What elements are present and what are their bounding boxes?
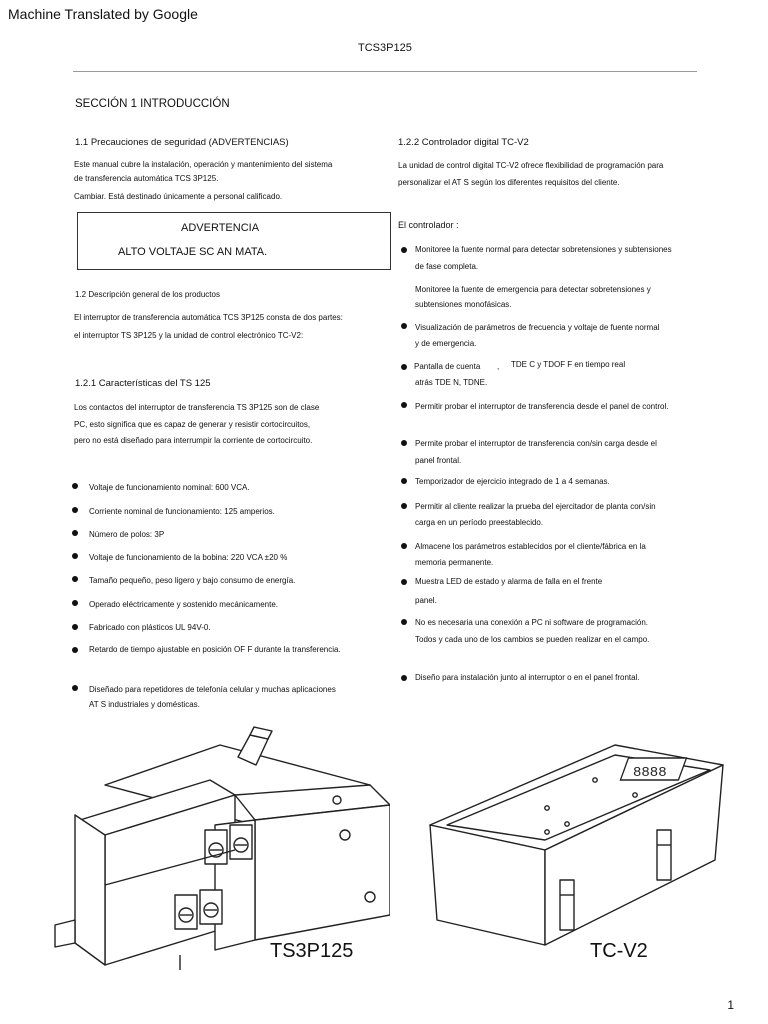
controller-item: Muestra LED de estado y alarma de falla en el frente: [415, 577, 603, 586]
bullet-dot: [401, 440, 407, 446]
heading-1-2-2: 1.2.2 Controlador digital TC-V2: [398, 137, 529, 148]
feature-item: Fabricado con plásticos UL 94V-0.: [89, 623, 211, 632]
controller-item: TDE C y TDOF F en tiempo real: [511, 360, 626, 369]
bullet-dot: [401, 675, 407, 681]
feature-item: Voltaje de funcionamiento nominal: 600 VCA.: [89, 483, 250, 492]
paragraph-line: El interruptor de transferencia automática TCS 3P125 consta de dos partes:: [74, 313, 343, 322]
bullet-dot: [72, 553, 78, 559]
bullet-dot: [72, 624, 78, 630]
bullet-dot: [401, 323, 407, 329]
tc-v2-figure-label: TC-V2: [590, 940, 648, 962]
machine-translation-banner: Machine Translated by Google: [8, 6, 198, 22]
bullet-dot: [72, 647, 78, 653]
controller-item: Todos y cada uno de los cambios se pueden realizar en el campo.: [415, 635, 650, 644]
controller-item: Temporizador de ejercicio integrado de 1 a 4 semanas.: [415, 477, 610, 486]
controller-item: Almacene los parámetros establecidos por el cliente/fábrica en la: [415, 542, 646, 551]
bullet-dot: [72, 507, 78, 513]
section-title: SECCIÓN 1 INTRODUCCIÓN: [75, 98, 230, 110]
bullet-dot: [401, 364, 407, 370]
bullet-dot: [401, 402, 407, 408]
warning-text: ALTO VOLTAJE SC AN MATA.: [118, 246, 268, 258]
controller-item: panel frontal.: [415, 456, 462, 465]
bullet-dot: [401, 543, 407, 549]
controller-item: y de emergencia.: [415, 339, 477, 348]
heading-1-2-1: 1.2.1 Características del TS 125: [75, 378, 211, 389]
ts3p125-switch-illustration: [50, 725, 390, 975]
header-rule: [73, 71, 697, 72]
paragraph-line: Este manual cubre la instalación, operación y mantenimiento del sistema: [74, 160, 333, 169]
controller-item: ,: [497, 362, 500, 371]
controller-item: Diseño para instalación junto al interruptor o en el panel frontal.: [415, 673, 640, 682]
feature-item: Corriente nominal de funcionamiento: 125 amperios.: [89, 507, 275, 516]
paragraph-line: Cambiar. Está destinado únicamente a personal calificado.: [74, 192, 283, 201]
feature-item: Voltaje de funcionamiento de la bobina: 220 VCA ±20 %: [89, 553, 288, 562]
feature-item: Número de polos: 3P: [89, 530, 165, 539]
paragraph-line: personalizar el AT S según los diferentes requisitos del cliente.: [398, 178, 620, 187]
bullet-dot: [401, 503, 407, 509]
document-code: TCS3P125: [358, 42, 412, 54]
paragraph-line: el interruptor TS 3P125 y la unidad de control electrónico TC-V2:: [74, 331, 304, 340]
page-number: 1: [727, 998, 734, 1012]
tc-v2-controller-illustration: [425, 740, 730, 965]
controller-item: Permite probar el interruptor de transferencia con/sin carga desde el: [415, 439, 657, 448]
paragraph-line: pero no está diseñado para interrumpir la corriente de cortocircuito.: [74, 436, 313, 445]
controller-item: No es necesaria una conexión a PC ni software de programación.: [415, 618, 649, 627]
bullet-dot: [72, 483, 78, 489]
warning-title: ADVERTENCIA: [181, 222, 260, 234]
paragraph-line: La unidad de control digital TC-V2 ofrece flexibilidad de programación para: [398, 161, 664, 170]
controller-item: de fase completa.: [415, 262, 479, 271]
feature-item: Operado eléctricamente y sostenido mecánicamente.: [89, 600, 278, 609]
ts3p125-figure-label: TS3P125: [270, 940, 354, 962]
controller-item: Permitir probar el interruptor de transferencia desde el panel de control.: [415, 402, 669, 411]
controller-item: memoria permanente.: [415, 558, 494, 567]
controller-label: El controlador :: [398, 220, 459, 230]
bullet-dot: [401, 247, 407, 253]
bullet-dot: [72, 576, 78, 582]
paragraph-line: PC, esto significa que es capaz de generar y resistir cortocircuitos,: [74, 420, 311, 429]
display-digits: 8888: [633, 765, 667, 781]
controller-item: Visualización de parámetros de frecuencia y voltaje de fuente normal: [415, 323, 660, 332]
controller-item: subtensiones monofásicas.: [415, 300, 512, 309]
heading-1-1: 1.1 Precauciones de seguridad (ADVERTENCIAS): [75, 137, 289, 148]
controller-item: atrás TDE N, TDNE.: [415, 378, 488, 387]
controller-item: panel.: [415, 596, 437, 605]
paragraph-line: de transferencia automática TCS 3P125.: [74, 174, 219, 183]
bullet-dot: [401, 579, 407, 585]
bullet-dot: [72, 685, 78, 691]
paragraph-line: Los contactos del interruptor de transferencia TS 3P125 son de clase: [74, 403, 320, 412]
heading-1-2: 1.2 Descripción general de los productos: [75, 290, 220, 299]
feature-item-continued: AT S industriales y domésticas.: [89, 700, 200, 709]
feature-item: Tamaño pequeño, peso ligero y bajo consumo de energía.: [89, 576, 296, 585]
bullet-dot: [401, 619, 407, 625]
feature-item: Diseñado para repetidores de telefonía celular y muchas aplicaciones: [89, 685, 336, 694]
bullet-dot: [72, 600, 78, 606]
controller-item: carga en un período preestablecido.: [415, 518, 544, 527]
controller-item: Monitoree la fuente normal para detectar sobretensiones y subtensiones: [415, 245, 672, 254]
bullet-dot: [401, 478, 407, 484]
feature-item: Retardo de tiempo ajustable en posición OF F durante la transferencia.: [89, 645, 341, 654]
controller-item: Monitoree la fuente de emergencia para detectar sobretensiones y: [415, 285, 651, 294]
warning-box: [77, 212, 391, 270]
bullet-dot: [72, 530, 78, 536]
controller-item: Permitir al cliente realizar la prueba del ejercitador de planta con/sin: [415, 502, 656, 511]
controller-item: Pantalla de cuenta: [414, 362, 481, 371]
